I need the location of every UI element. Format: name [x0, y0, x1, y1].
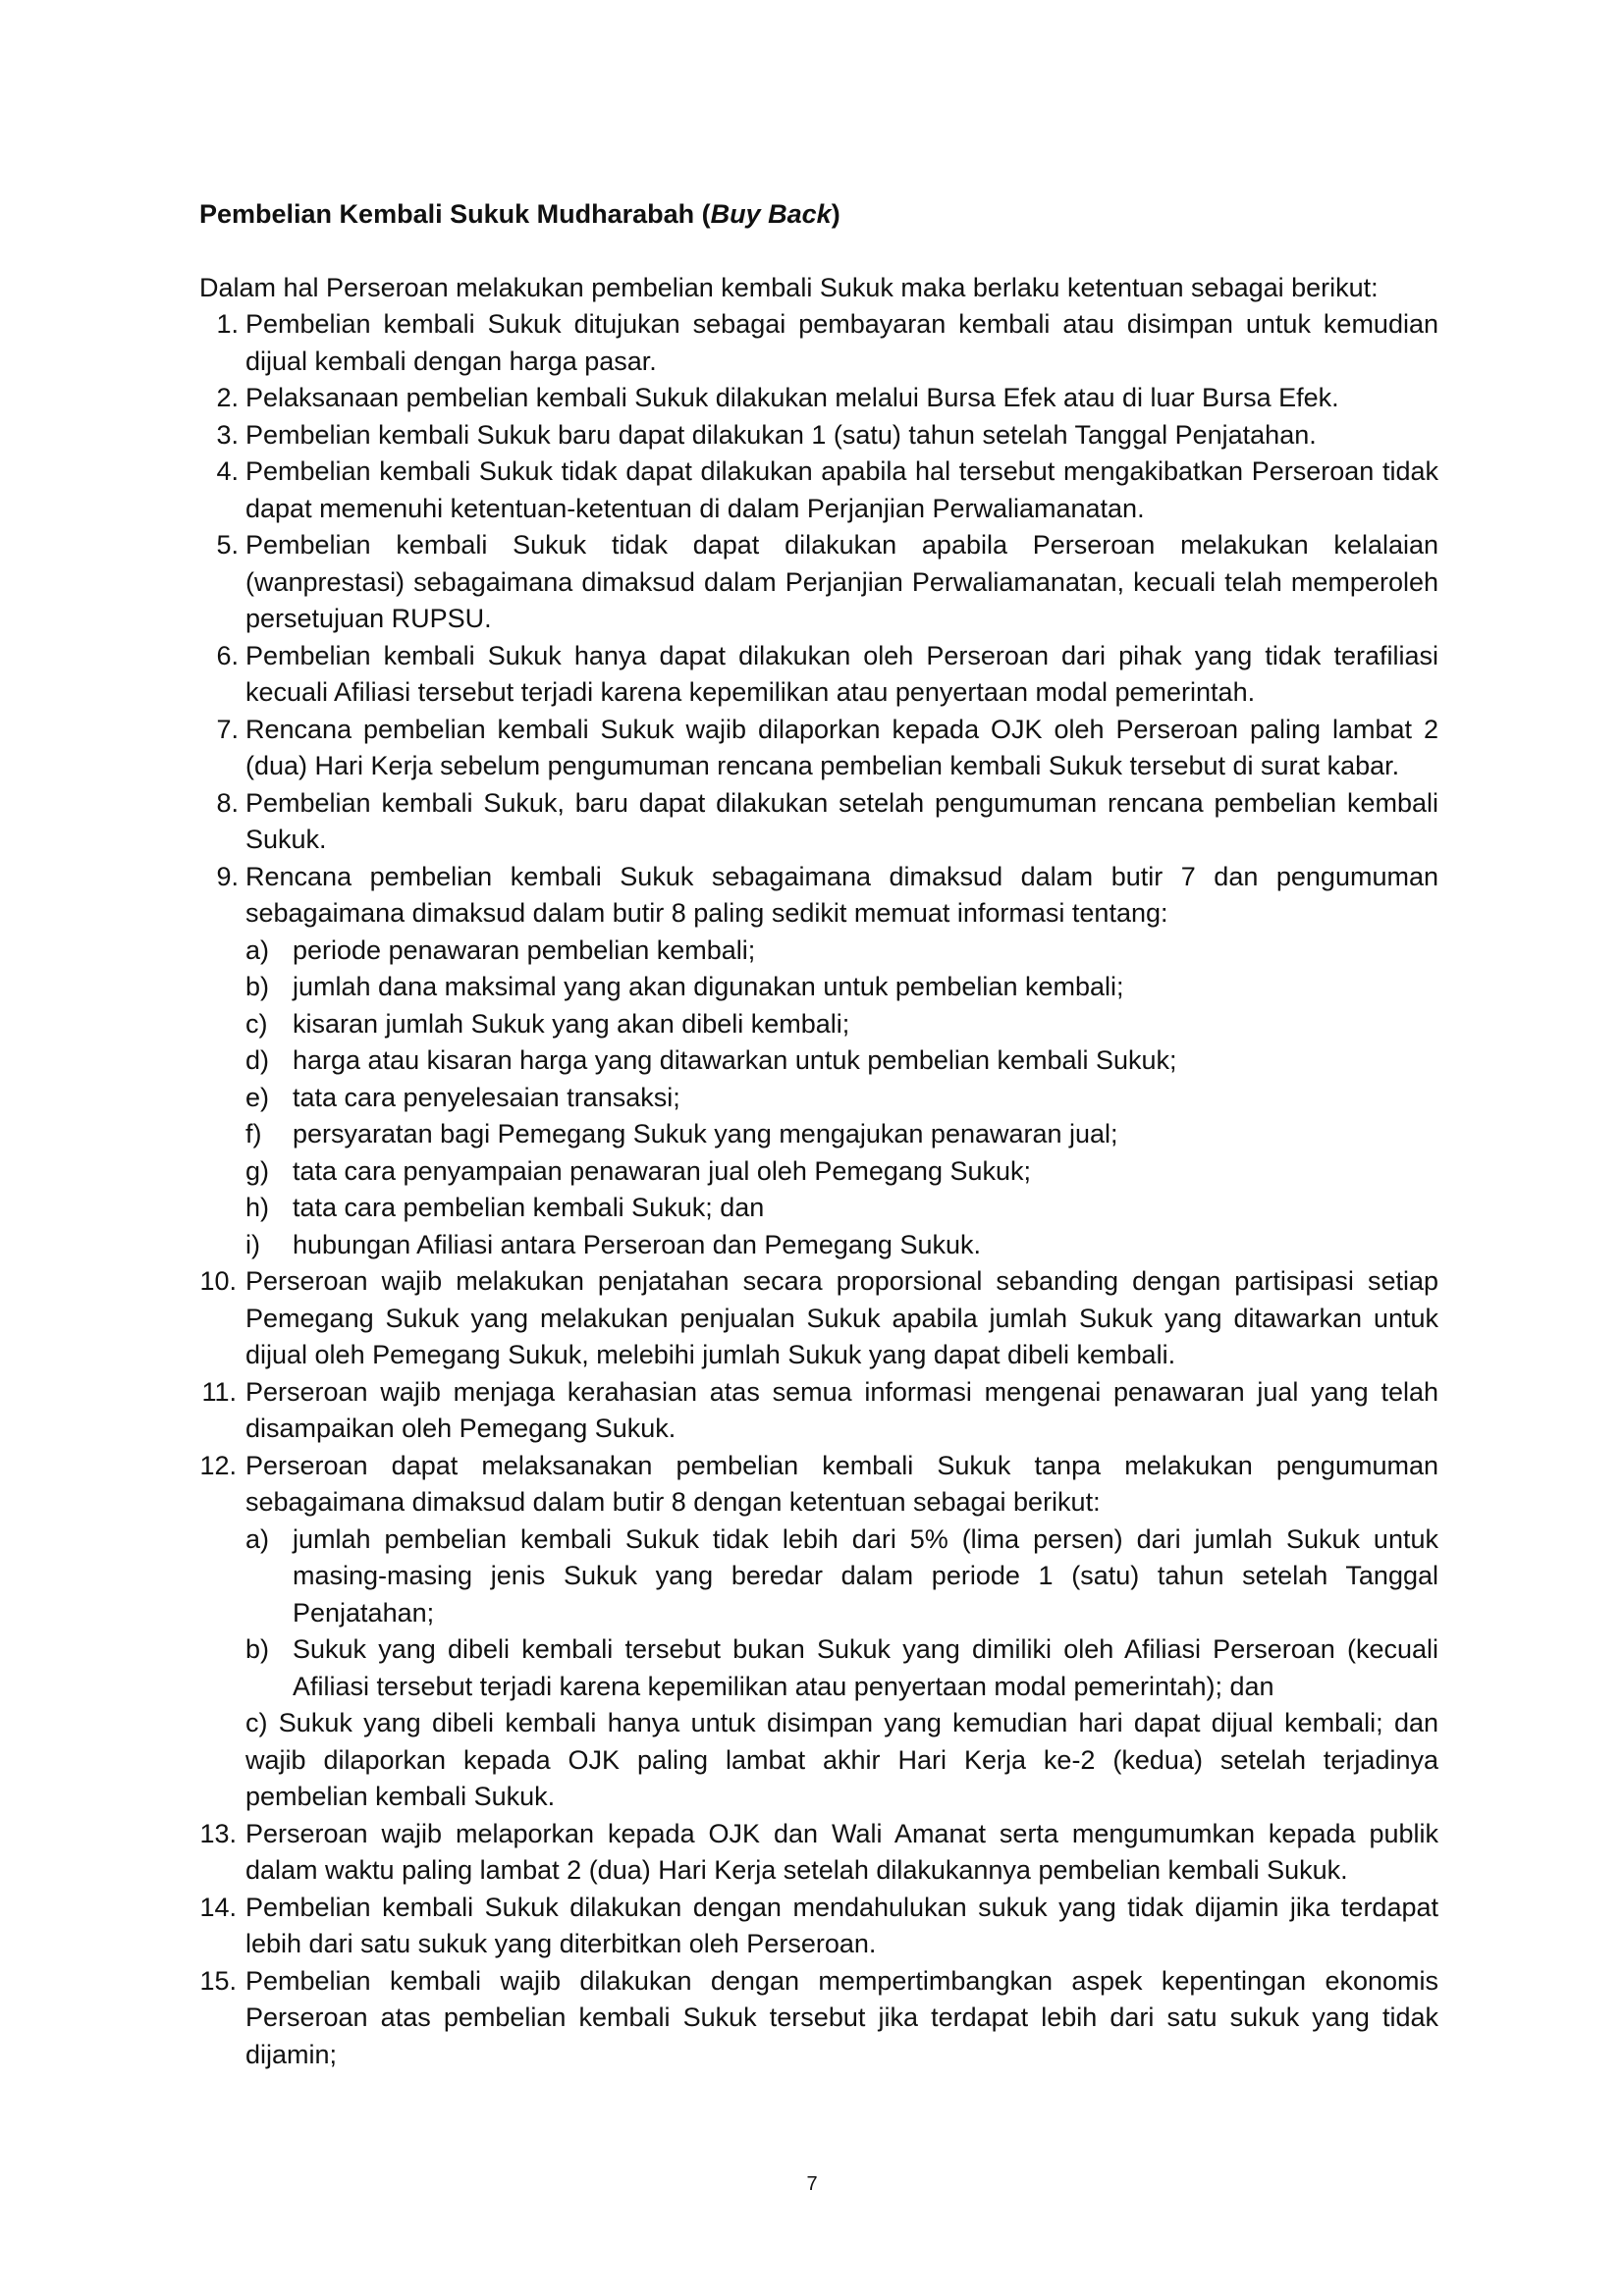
item-text: Pembelian kembali Sukuk baru dapat dilakukan 1 (satu) tahun setelah Tanggal Penjatahan.	[245, 419, 1317, 450]
item-number: 1.	[216, 309, 239, 339]
item-number: 14.	[199, 1892, 237, 1922]
sub-item-text: tata cara pembelian kembali Sukuk; dan	[293, 1193, 765, 1222]
item-text: Pembelian kembali Sukuk, baru dapat dilakukan setelah pengumuman rencana pembelian kembali Sukuk.	[245, 787, 1438, 854]
sub-list-item	[245, 933, 1438, 970]
sub-list-item	[245, 1153, 1438, 1191]
sub-item-text: hubungan Afiliasi antara Perseroan dan Pemegang Sukuk.	[293, 1229, 981, 1259]
list-item	[199, 417, 1438, 454]
item-number: 4.	[216, 456, 239, 486]
sub-item-text: Sukuk yang dibeli kembali tersebut bukan Sukuk yang dimiliki oleh Afiliasi Perseroan (kecuali Afiliasi tersebut terjadi karena kepemilikan atau penyertaan modal pemerintah); dan	[293, 1634, 1438, 1701]
item-number: 15.	[199, 1965, 237, 1996]
document-page	[199, 196, 1438, 2073]
item-text: Pembelian kembali Sukuk hanya dapat dilakukan oleh Perseroan dari pihak yang tidak terafiliasi kecuali Afiliasi tersebut terjadi karena kepemilikan atau penyertaan modal pemerintah.	[245, 640, 1438, 707]
item-text: Perseroan wajib melaporkan kepada OJK dan Wali Amanat serta mengumumkan kepada publik dalam waktu paling lambat 2 (dua) Hari Kerja setelah dilakukannya pembelian kembali Sukuk.	[245, 1818, 1438, 1885]
heading-main: Pembelian Kembali Sukuk Mudharabah (	[199, 199, 711, 229]
sub-item-letter: d)	[245, 1045, 270, 1075]
sub-item-letter: b)	[245, 972, 270, 1001]
item-text: Rencana pembelian kembali Sukuk sebagaimana dimaksud dalam butir 7 dan pengumuman sebagaimana dimaksud dalam butir 8 paling sedikit memuat informasi tentang:	[245, 861, 1438, 928]
sub-item-letter: a)	[245, 1523, 270, 1554]
buyback-provisions-list	[199, 306, 1438, 2073]
sub-item-letter: g)	[245, 1155, 270, 1186]
sub-item-letter: f)	[245, 1119, 262, 1148]
sub-item-letter: h)	[245, 1193, 270, 1222]
list-item	[199, 1448, 1438, 1816]
sub-list-item	[245, 1631, 1438, 1705]
item-number: 7.	[216, 714, 239, 744]
item-number: 13.	[199, 1818, 237, 1848]
section-heading	[199, 196, 1438, 234]
list-item	[199, 380, 1438, 417]
item-text: Pembelian kembali Sukuk ditujukan sebagai pembayaran kembali atau disimpan untuk kemudian dijual kembali dengan harga pasar.	[245, 309, 1438, 376]
item-text: Pembelian kembali Sukuk dilakukan dengan mendahulukan sukuk yang tidak dijamin jika terdapat lebih dari satu sukuk yang diterbitkan oleh Perseroan.	[245, 1892, 1438, 1958]
sub-item-c-paragraph: c) Sukuk yang dibeli kembali hanya untuk disimpan yang kemudian hari dapat dijual kembali; dan wajib dilaporkan kepada OJK paling lambat akhir Hari Kerja ke-2 (kedua) setelah terjadinya pembelian kembali Sukuk.	[245, 1708, 1438, 1811]
sub-item-text: persyaratan bagi Pemegang Sukuk yang mengajukan penawaran jual;	[293, 1119, 1118, 1148]
sub-list-item	[245, 1042, 1438, 1080]
sub-list-item	[245, 1522, 1438, 1632]
sub-item-letter: a)	[245, 934, 270, 965]
sub-item-letter: b)	[245, 1634, 270, 1664]
sub-item-text: harga atau kisaran harga yang ditawarkan untuk pembelian kembali Sukuk;	[293, 1045, 1177, 1075]
sub-list-item	[245, 1190, 1438, 1227]
sub-list	[245, 933, 1438, 1264]
list-item	[199, 1963, 1438, 2074]
list-item	[199, 527, 1438, 638]
item-number: 12.	[199, 1450, 237, 1480]
sub-item-letter: e)	[245, 1082, 270, 1112]
page-number: 7	[806, 2173, 818, 2195]
item-number: 3.	[216, 419, 239, 450]
list-item	[199, 859, 1438, 1264]
sub-item-text: jumlah pembelian kembali Sukuk tidak lebih dari 5% (lima persen) dari jumlah Sukuk untuk masing-masing jenis Sukuk yang beredar dalam periode 1 (satu) tahun setelah Tanggal Penjatahan;	[293, 1523, 1438, 1628]
list-item	[199, 1263, 1438, 1374]
item-text: Pembelian kembali wajib dilakukan dengan mempertimbangkan aspek kepentingan ekonomis Perseroan atas pembelian kembali Sukuk tersebut jika terdapat lebih dari satu sukuk yang tidak dijamin;	[245, 1965, 1438, 2069]
item-number: 2.	[216, 383, 239, 412]
item-number: 11.	[201, 1376, 237, 1407]
heading-close: )	[831, 199, 840, 229]
item-number: 9.	[216, 861, 239, 891]
item-text: Perseroan dapat melaksanakan pembelian kembali Sukuk tanpa melakukan pengumuman sebagaimana dimaksud dalam butir 8 dengan ketentuan sebagai berikut:	[245, 1450, 1438, 1517]
item-number: 10.	[199, 1266, 237, 1296]
item-text: Rencana pembelian kembali Sukuk wajib dilaporkan kepada OJK oleh Perseroan paling lambat 2 (dua) Hari Kerja sebelum pengumuman rencana pembelian kembali Sukuk tersebut di surat kabar.	[245, 714, 1438, 780]
heading-italic: Buy Back	[710, 199, 832, 229]
item-text: Pelaksanaan pembelian kembali Sukuk dilakukan melalui Bursa Efek atau di luar Bursa Efek.	[245, 383, 1339, 412]
list-item	[199, 1890, 1438, 1963]
item-text: Pembelian kembali Sukuk tidak dapat dilakukan apabila hal tersebut mengakibatkan Perseroan tidak dapat memenuhi ketentuan-ketentuan di dalam Perjanjian Perwaliamanatan.	[245, 456, 1438, 523]
intro-paragraph: Dalam hal Perseroan melakukan pembelian kembali Sukuk maka berlaku ketentuan sebagai berikut:	[199, 272, 1379, 302]
item-text: Perseroan wajib melakukan penjatahan secara proporsional sebanding dengan partisipasi setiap Pemegang Sukuk yang melakukan penjualan Sukuk apabila jumlah Sukuk yang ditawarkan untuk dijual oleh Pemegang Sukuk, melebihi jumlah Sukuk yang dapat dibeli kembali.	[245, 1266, 1438, 1369]
list-item	[199, 785, 1438, 859]
sub-list-item	[245, 1116, 1438, 1153]
sub-item-text: periode penawaran pembelian kembali;	[293, 934, 756, 965]
sub-item-text: kisaran jumlah Sukuk yang akan dibeli kembali;	[293, 1008, 850, 1039]
item-text: Perseroan wajib menjaga kerahasian atas semua informasi mengenai penawaran jual yang telah disampaikan oleh Pemegang Sukuk.	[245, 1376, 1438, 1443]
sub-list-item	[245, 1006, 1438, 1043]
sub-item-text: tata cara penyampaian penawaran jual oleh Pemegang Sukuk;	[293, 1155, 1032, 1186]
sub-list-item	[245, 1227, 1438, 1264]
list-item	[199, 1816, 1438, 1890]
sub-item-text: tata cara penyelesaian transaksi;	[293, 1082, 680, 1112]
list-item	[199, 454, 1438, 527]
list-item	[199, 712, 1438, 785]
item-text: Pembelian kembali Sukuk tidak dapat dilakukan apabila Perseroan melakukan kelalaian (wanprestasi) sebagaimana dimaksud dalam Perjanjian Perwaliamanatan, kecuali telah memperoleh persetujuan RUPSU.	[245, 530, 1438, 633]
sub-item-letter: i)	[245, 1229, 260, 1259]
list-item	[199, 638, 1438, 712]
item-number: 6.	[216, 640, 239, 670]
sub-item-text: jumlah dana maksimal yang akan digunakan untuk pembelian kembali;	[293, 972, 1124, 1001]
sub-list-item	[245, 969, 1438, 1006]
list-item	[199, 1374, 1438, 1448]
item-number: 8.	[216, 787, 239, 818]
item-number: 5.	[216, 530, 239, 560]
list-item	[199, 306, 1438, 380]
sub-list	[245, 1522, 1438, 1706]
sub-item-letter: c)	[245, 1008, 268, 1039]
sub-list-item	[245, 1080, 1438, 1117]
